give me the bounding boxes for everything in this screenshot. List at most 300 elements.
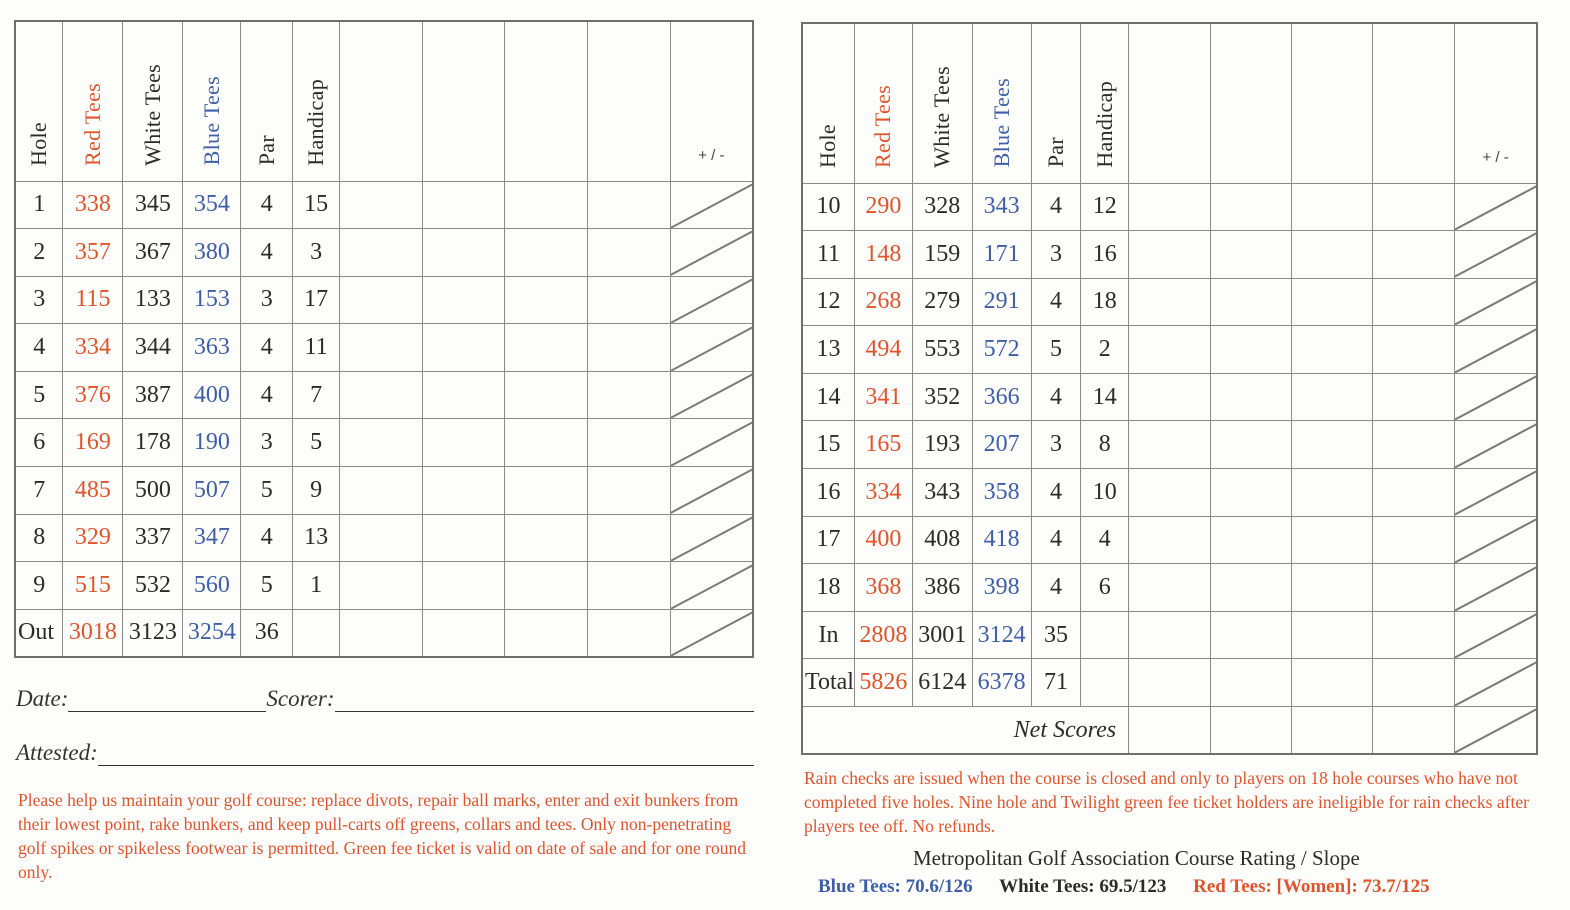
par-value: 4 — [1031, 516, 1081, 564]
blue-yardage: 190 — [183, 419, 241, 467]
score-cell[interactable] — [1373, 564, 1455, 612]
header-white-tees: White Tees — [912, 23, 972, 183]
plus-minus-cell[interactable] — [1455, 469, 1537, 517]
par-value: 3 — [241, 276, 293, 324]
score-cell[interactable] — [505, 514, 588, 562]
score-cell[interactable] — [1373, 231, 1455, 279]
plus-minus-cell[interactable] — [670, 467, 753, 515]
header-player-2[interactable] — [422, 21, 505, 181]
hole-number: 8 — [15, 514, 63, 562]
plus-minus-cell[interactable] — [1455, 611, 1537, 659]
score-cell[interactable] — [588, 371, 671, 419]
score-cell[interactable] — [1373, 373, 1455, 421]
white-yardage: 337 — [123, 514, 183, 562]
handicap-value: 12 — [1081, 183, 1129, 231]
red-yardage: 341 — [854, 373, 912, 421]
score-cell[interactable] — [505, 467, 588, 515]
red-yardage: 400 — [854, 516, 912, 564]
white-total: 3001 — [912, 611, 972, 659]
score-cell[interactable] — [1211, 326, 1292, 374]
plus-minus-cell[interactable] — [1455, 326, 1537, 374]
white-yardage: 344 — [123, 324, 183, 372]
par-value: 4 — [241, 324, 293, 372]
score-cell[interactable] — [505, 229, 588, 277]
attested-field[interactable] — [98, 744, 754, 766]
handicap-value: 10 — [1081, 469, 1129, 517]
score-cell[interactable] — [1211, 469, 1292, 517]
white-total: 3123 — [123, 609, 183, 657]
hole-number: 1 — [15, 181, 63, 229]
out-total-row — [15, 609, 753, 657]
handicap-value: 9 — [293, 467, 340, 515]
white-yardage: 133 — [123, 276, 183, 324]
header-plus-minus: + / - — [1455, 23, 1537, 183]
handicap-value: 3 — [293, 229, 340, 277]
plus-minus-cell[interactable] — [670, 562, 753, 610]
score-cell[interactable] — [340, 371, 423, 419]
white-yardage: 352 — [912, 373, 972, 421]
header-player-3[interactable] — [505, 21, 588, 181]
back-header-row — [802, 23, 1537, 183]
red-yardage: 494 — [854, 326, 912, 374]
white-yardage: 279 — [912, 278, 972, 326]
hole-number: 7 — [15, 467, 63, 515]
hole-row — [802, 373, 1537, 421]
header-red-tees: Red Tees — [63, 21, 123, 181]
white-yardage: 387 — [123, 371, 183, 419]
red-yardage: 334 — [854, 469, 912, 517]
hole-row — [802, 564, 1537, 612]
blue-yardage: 366 — [972, 373, 1031, 421]
par-total: 36 — [241, 609, 293, 657]
plus-minus-cell[interactable] — [670, 371, 753, 419]
blue-yardage: 507 — [183, 467, 241, 515]
score-cell[interactable] — [588, 419, 671, 467]
score-cell[interactable] — [1211, 278, 1292, 326]
score-cell[interactable] — [1373, 707, 1455, 755]
plus-minus-cell[interactable] — [1455, 373, 1537, 421]
date-label: Date: — [16, 686, 69, 711]
plus-minus-cell[interactable] — [1455, 421, 1537, 469]
hole-number: 15 — [802, 421, 854, 469]
score-cell[interactable] — [422, 229, 505, 277]
plus-minus-cell[interactable] — [670, 609, 753, 657]
plus-minus-cell[interactable] — [670, 419, 753, 467]
handicap-value: 17 — [293, 276, 340, 324]
header-hole: Hole — [802, 23, 854, 183]
score-cell[interactable] — [588, 324, 671, 372]
white-yardage: 343 — [912, 469, 972, 517]
header-handicap: Handicap — [293, 21, 340, 181]
plus-minus-cell[interactable] — [670, 324, 753, 372]
blue-yardage: 153 — [183, 276, 241, 324]
score-cell[interactable] — [505, 562, 588, 610]
par-value: 4 — [1031, 469, 1081, 517]
hole-number: 10 — [802, 183, 854, 231]
hole-row — [15, 371, 753, 419]
score-cell[interactable] — [340, 467, 423, 515]
score-cell[interactable] — [422, 371, 505, 419]
plus-minus-cell[interactable] — [670, 276, 753, 324]
score-cell[interactable] — [1129, 326, 1211, 374]
handicap-value: 15 — [293, 181, 340, 229]
header-blue-tees: Blue Tees — [972, 23, 1031, 183]
score-cell[interactable] — [1373, 659, 1455, 707]
hole-number: 16 — [802, 469, 854, 517]
red-yardage: 338 — [63, 181, 123, 229]
score-cell[interactable] — [1211, 421, 1292, 469]
blue-yardage: 418 — [972, 516, 1031, 564]
hole-number: 5 — [15, 371, 63, 419]
header-handicap: Handicap — [1081, 23, 1129, 183]
red-yardage: 334 — [63, 324, 123, 372]
plus-minus-cell[interactable] — [1455, 231, 1537, 279]
score-cell[interactable] — [505, 609, 588, 657]
score-cell[interactable] — [1292, 611, 1373, 659]
par-value: 4 — [1031, 278, 1081, 326]
grand-total-row — [802, 659, 1537, 707]
handicap-value: 11 — [293, 324, 340, 372]
white-yardage: 193 — [912, 421, 972, 469]
score-cell[interactable] — [1211, 183, 1292, 231]
par-total: 35 — [1031, 611, 1081, 659]
score-cell[interactable] — [422, 181, 505, 229]
red-yardage: 169 — [63, 419, 123, 467]
score-cell[interactable] — [1129, 659, 1211, 707]
par-value: 5 — [1031, 326, 1081, 374]
header-blue-tees: Blue Tees — [183, 21, 241, 181]
white-yardage: 367 — [123, 229, 183, 277]
back-nine-scorecard — [801, 22, 1538, 755]
maintenance-notice: Please help us maintain your golf course: replace divots, repair ball marks, enter and exit bunkers from their lowest point, rake bunkers, and keep pull-carts off greens, collars and tees. Only non-penetrating golf spikes or spikeless footwear is permitted. Green fee ticket is valid on date of sale and for one round only. — [18, 790, 746, 882]
in-label: In — [802, 611, 854, 659]
red-total: 3018 — [63, 609, 123, 657]
score-cell[interactable] — [588, 181, 671, 229]
score-cell[interactable] — [1129, 421, 1211, 469]
hole-row — [802, 183, 1537, 231]
score-cell[interactable] — [1129, 564, 1211, 612]
hole-row — [15, 324, 753, 372]
handicap-value: 16 — [1081, 231, 1129, 279]
score-cell[interactable] — [1129, 516, 1211, 564]
score-cell[interactable] — [1292, 564, 1373, 612]
handicap-value: 6 — [1081, 564, 1129, 612]
hole-row — [802, 278, 1537, 326]
plus-minus-cell[interactable] — [670, 229, 753, 277]
scorer-label: Scorer: — [266, 686, 335, 711]
blue-yardage: 398 — [972, 564, 1031, 612]
score-cell[interactable] — [340, 276, 423, 324]
par-value: 4 — [241, 514, 293, 562]
hole-number: 2 — [15, 229, 63, 277]
score-cell[interactable] — [505, 181, 588, 229]
score-cell[interactable] — [1292, 183, 1373, 231]
score-cell[interactable] — [1373, 183, 1455, 231]
score-cell[interactable] — [1292, 421, 1373, 469]
par-value: 4 — [241, 181, 293, 229]
score-cell[interactable] — [422, 467, 505, 515]
net-scores-label: Net Scores — [802, 707, 1129, 755]
score-cell[interactable] — [505, 371, 588, 419]
header-plus-minus: + / - — [670, 21, 753, 181]
score-cell[interactable] — [1373, 421, 1455, 469]
blue-yardage: 363 — [183, 324, 241, 372]
blue-yardage: 380 — [183, 229, 241, 277]
score-cell[interactable] — [1292, 231, 1373, 279]
par-grand-total: 71 — [1031, 659, 1081, 707]
red-grand-total: 5826 — [854, 659, 912, 707]
score-cell[interactable] — [505, 419, 588, 467]
hole-number: 4 — [15, 324, 63, 372]
handicap-value: 5 — [293, 419, 340, 467]
score-cell[interactable] — [588, 609, 671, 657]
hole-row — [15, 419, 753, 467]
front-nine-scorecard — [14, 20, 754, 658]
header-player-1[interactable] — [340, 21, 423, 181]
date-field[interactable] — [68, 690, 266, 712]
hole-number: 14 — [802, 373, 854, 421]
score-cell[interactable] — [588, 562, 671, 610]
attested-line — [16, 740, 754, 766]
score-cell[interactable] — [1129, 278, 1211, 326]
par-value: 3 — [241, 419, 293, 467]
score-cell[interactable] — [340, 419, 423, 467]
hole-row — [802, 326, 1537, 374]
red-total: 2808 — [854, 611, 912, 659]
plus-minus-cell[interactable] — [1455, 659, 1537, 707]
blue-grand-total: 6378 — [972, 659, 1031, 707]
hole-number: 12 — [802, 278, 854, 326]
handicap-value: 14 — [1081, 373, 1129, 421]
score-cell[interactable] — [505, 324, 588, 372]
hole-number: 17 — [802, 516, 854, 564]
hole-row — [802, 231, 1537, 279]
handicap-blank — [293, 609, 340, 657]
red-yardage: 290 — [854, 183, 912, 231]
hole-row — [802, 469, 1537, 517]
score-cell[interactable] — [1292, 707, 1373, 755]
red-yardage: 485 — [63, 467, 123, 515]
course-rating-title: Metropolitan Golf Association Course Rating / Slope — [913, 846, 1360, 870]
header-player-4[interactable] — [588, 21, 671, 181]
handicap-value: 1 — [293, 562, 340, 610]
hole-row — [15, 181, 753, 229]
par-value: 4 — [1031, 564, 1081, 612]
white-grand-total: 6124 — [912, 659, 972, 707]
handicap-value: 18 — [1081, 278, 1129, 326]
white-yardage: 159 — [912, 231, 972, 279]
white-tees-rating: White Tees: 69.5/123 — [999, 876, 1167, 897]
score-cell[interactable] — [340, 514, 423, 562]
score-cell[interactable] — [422, 276, 505, 324]
handicap-value: 8 — [1081, 421, 1129, 469]
score-cell[interactable] — [422, 609, 505, 657]
par-value: 5 — [241, 467, 293, 515]
handicap-blank — [1081, 659, 1129, 707]
header-white-tees: White Tees — [123, 21, 183, 181]
red-yardage: 268 — [854, 278, 912, 326]
score-cell[interactable] — [422, 514, 505, 562]
white-yardage: 532 — [123, 562, 183, 610]
hole-number: 11 — [802, 231, 854, 279]
score-cell[interactable] — [1211, 516, 1292, 564]
score-cell[interactable] — [588, 467, 671, 515]
red-tees-rating: Red Tees: [Women]: 73.7/125 — [1193, 876, 1430, 897]
score-cell[interactable] — [1292, 469, 1373, 517]
score-cell[interactable] — [340, 324, 423, 372]
score-cell[interactable] — [1129, 231, 1211, 279]
score-cell[interactable] — [1292, 278, 1373, 326]
score-cell[interactable] — [588, 276, 671, 324]
plus-minus-cell[interactable] — [1455, 707, 1537, 755]
course-ratings — [818, 876, 1452, 898]
score-cell[interactable] — [1211, 231, 1292, 279]
par-value: 4 — [241, 371, 293, 419]
scorer-field[interactable] — [335, 690, 755, 712]
plus-minus-cell[interactable] — [1455, 564, 1537, 612]
handicap-value: 4 — [1081, 516, 1129, 564]
red-yardage: 368 — [854, 564, 912, 612]
rain-check-notice: Rain checks are issued when the course is closed and only to players on 18 hole courses who have not completed five holes. Nine hole and Twilight green fee ticket holders are ineligible for rain checks after players tee off. No refunds. — [804, 768, 1529, 836]
blue-yardage: 291 — [972, 278, 1031, 326]
net-scores-row — [802, 707, 1537, 755]
score-cell[interactable] — [1211, 707, 1292, 755]
score-cell[interactable] — [422, 419, 505, 467]
par-value: 4 — [1031, 183, 1081, 231]
score-cell[interactable] — [340, 181, 423, 229]
in-total-row — [802, 611, 1537, 659]
hole-number: 13 — [802, 326, 854, 374]
handicap-value: 13 — [293, 514, 340, 562]
hole-row — [15, 514, 753, 562]
hole-row — [802, 516, 1537, 564]
score-cell[interactable] — [1373, 278, 1455, 326]
score-cell[interactable] — [1292, 326, 1373, 374]
score-cell[interactable] — [1129, 611, 1211, 659]
white-yardage: 328 — [912, 183, 972, 231]
score-cell[interactable] — [340, 229, 423, 277]
score-cell[interactable] — [422, 562, 505, 610]
white-yardage: 345 — [123, 181, 183, 229]
white-yardage: 408 — [912, 516, 972, 564]
score-cell[interactable] — [1373, 516, 1455, 564]
score-cell[interactable] — [1211, 659, 1292, 707]
par-value: 4 — [1031, 373, 1081, 421]
total-label: Total — [802, 659, 854, 707]
score-cell[interactable] — [1211, 373, 1292, 421]
score-cell[interactable] — [588, 229, 671, 277]
hole-row — [15, 467, 753, 515]
hole-number: 9 — [15, 562, 63, 610]
red-yardage: 515 — [63, 562, 123, 610]
out-label: Out — [15, 609, 63, 657]
blue-yardage: 347 — [183, 514, 241, 562]
back-nine-rows — [802, 183, 1537, 754]
white-yardage: 500 — [123, 467, 183, 515]
hole-number: 3 — [15, 276, 63, 324]
blue-yardage: 572 — [972, 326, 1031, 374]
header-player-1[interactable] — [1129, 23, 1211, 183]
header-player-3[interactable] — [1292, 23, 1373, 183]
blue-yardage: 343 — [972, 183, 1031, 231]
date-scorer-line — [16, 686, 754, 712]
hole-row — [15, 562, 753, 610]
blue-yardage: 560 — [183, 562, 241, 610]
score-cell[interactable] — [1211, 564, 1292, 612]
score-cell[interactable] — [1129, 373, 1211, 421]
par-value: 4 — [241, 229, 293, 277]
blue-yardage: 358 — [972, 469, 1031, 517]
score-cell[interactable] — [505, 276, 588, 324]
score-cell[interactable] — [340, 609, 423, 657]
blue-yardage: 354 — [183, 181, 241, 229]
front-header-row — [15, 21, 753, 181]
score-cell[interactable] — [1373, 611, 1455, 659]
plus-minus-cell[interactable] — [1455, 516, 1537, 564]
score-cell[interactable] — [1373, 326, 1455, 374]
header-par: Par — [241, 21, 293, 181]
score-cell[interactable] — [1292, 516, 1373, 564]
score-cell[interactable] — [422, 324, 505, 372]
hole-number: 6 — [15, 419, 63, 467]
header-player-2[interactable] — [1211, 23, 1292, 183]
red-yardage: 148 — [854, 231, 912, 279]
blue-total: 3254 — [183, 609, 241, 657]
red-yardage: 115 — [63, 276, 123, 324]
score-cell[interactable] — [1211, 611, 1292, 659]
score-cell[interactable] — [1129, 707, 1211, 755]
blue-total: 3124 — [972, 611, 1031, 659]
red-yardage: 165 — [854, 421, 912, 469]
score-cell[interactable] — [1292, 659, 1373, 707]
blue-tees-rating: Blue Tees: 70.6/126 — [818, 876, 973, 897]
blue-yardage: 171 — [972, 231, 1031, 279]
handicap-blank — [1081, 611, 1129, 659]
score-cell[interactable] — [1129, 469, 1211, 517]
score-cell[interactable] — [588, 514, 671, 562]
handicap-value: 7 — [293, 371, 340, 419]
white-yardage: 553 — [912, 326, 972, 374]
hole-number: 18 — [802, 564, 854, 612]
header-red-tees: Red Tees — [854, 23, 912, 183]
plus-minus-cell[interactable] — [1455, 278, 1537, 326]
white-yardage: 386 — [912, 564, 972, 612]
plus-minus-cell[interactable] — [1455, 183, 1537, 231]
par-value: 3 — [1031, 231, 1081, 279]
blue-yardage: 400 — [183, 371, 241, 419]
header-par: Par — [1031, 23, 1081, 183]
red-yardage: 376 — [63, 371, 123, 419]
hole-row — [15, 229, 753, 277]
score-cell[interactable] — [1292, 373, 1373, 421]
white-yardage: 178 — [123, 419, 183, 467]
hole-row — [802, 421, 1537, 469]
red-yardage: 357 — [63, 229, 123, 277]
score-cell[interactable] — [1129, 183, 1211, 231]
red-yardage: 329 — [63, 514, 123, 562]
plus-minus-cell[interactable] — [670, 181, 753, 229]
hole-row — [15, 276, 753, 324]
handicap-value: 2 — [1081, 326, 1129, 374]
score-cell[interactable] — [1373, 469, 1455, 517]
front-nine-rows — [15, 181, 753, 657]
header-player-4[interactable] — [1373, 23, 1455, 183]
blue-yardage: 207 — [972, 421, 1031, 469]
plus-minus-cell[interactable] — [670, 514, 753, 562]
score-cell[interactable] — [340, 562, 423, 610]
par-value: 5 — [241, 562, 293, 610]
header-hole: Hole — [15, 21, 63, 181]
